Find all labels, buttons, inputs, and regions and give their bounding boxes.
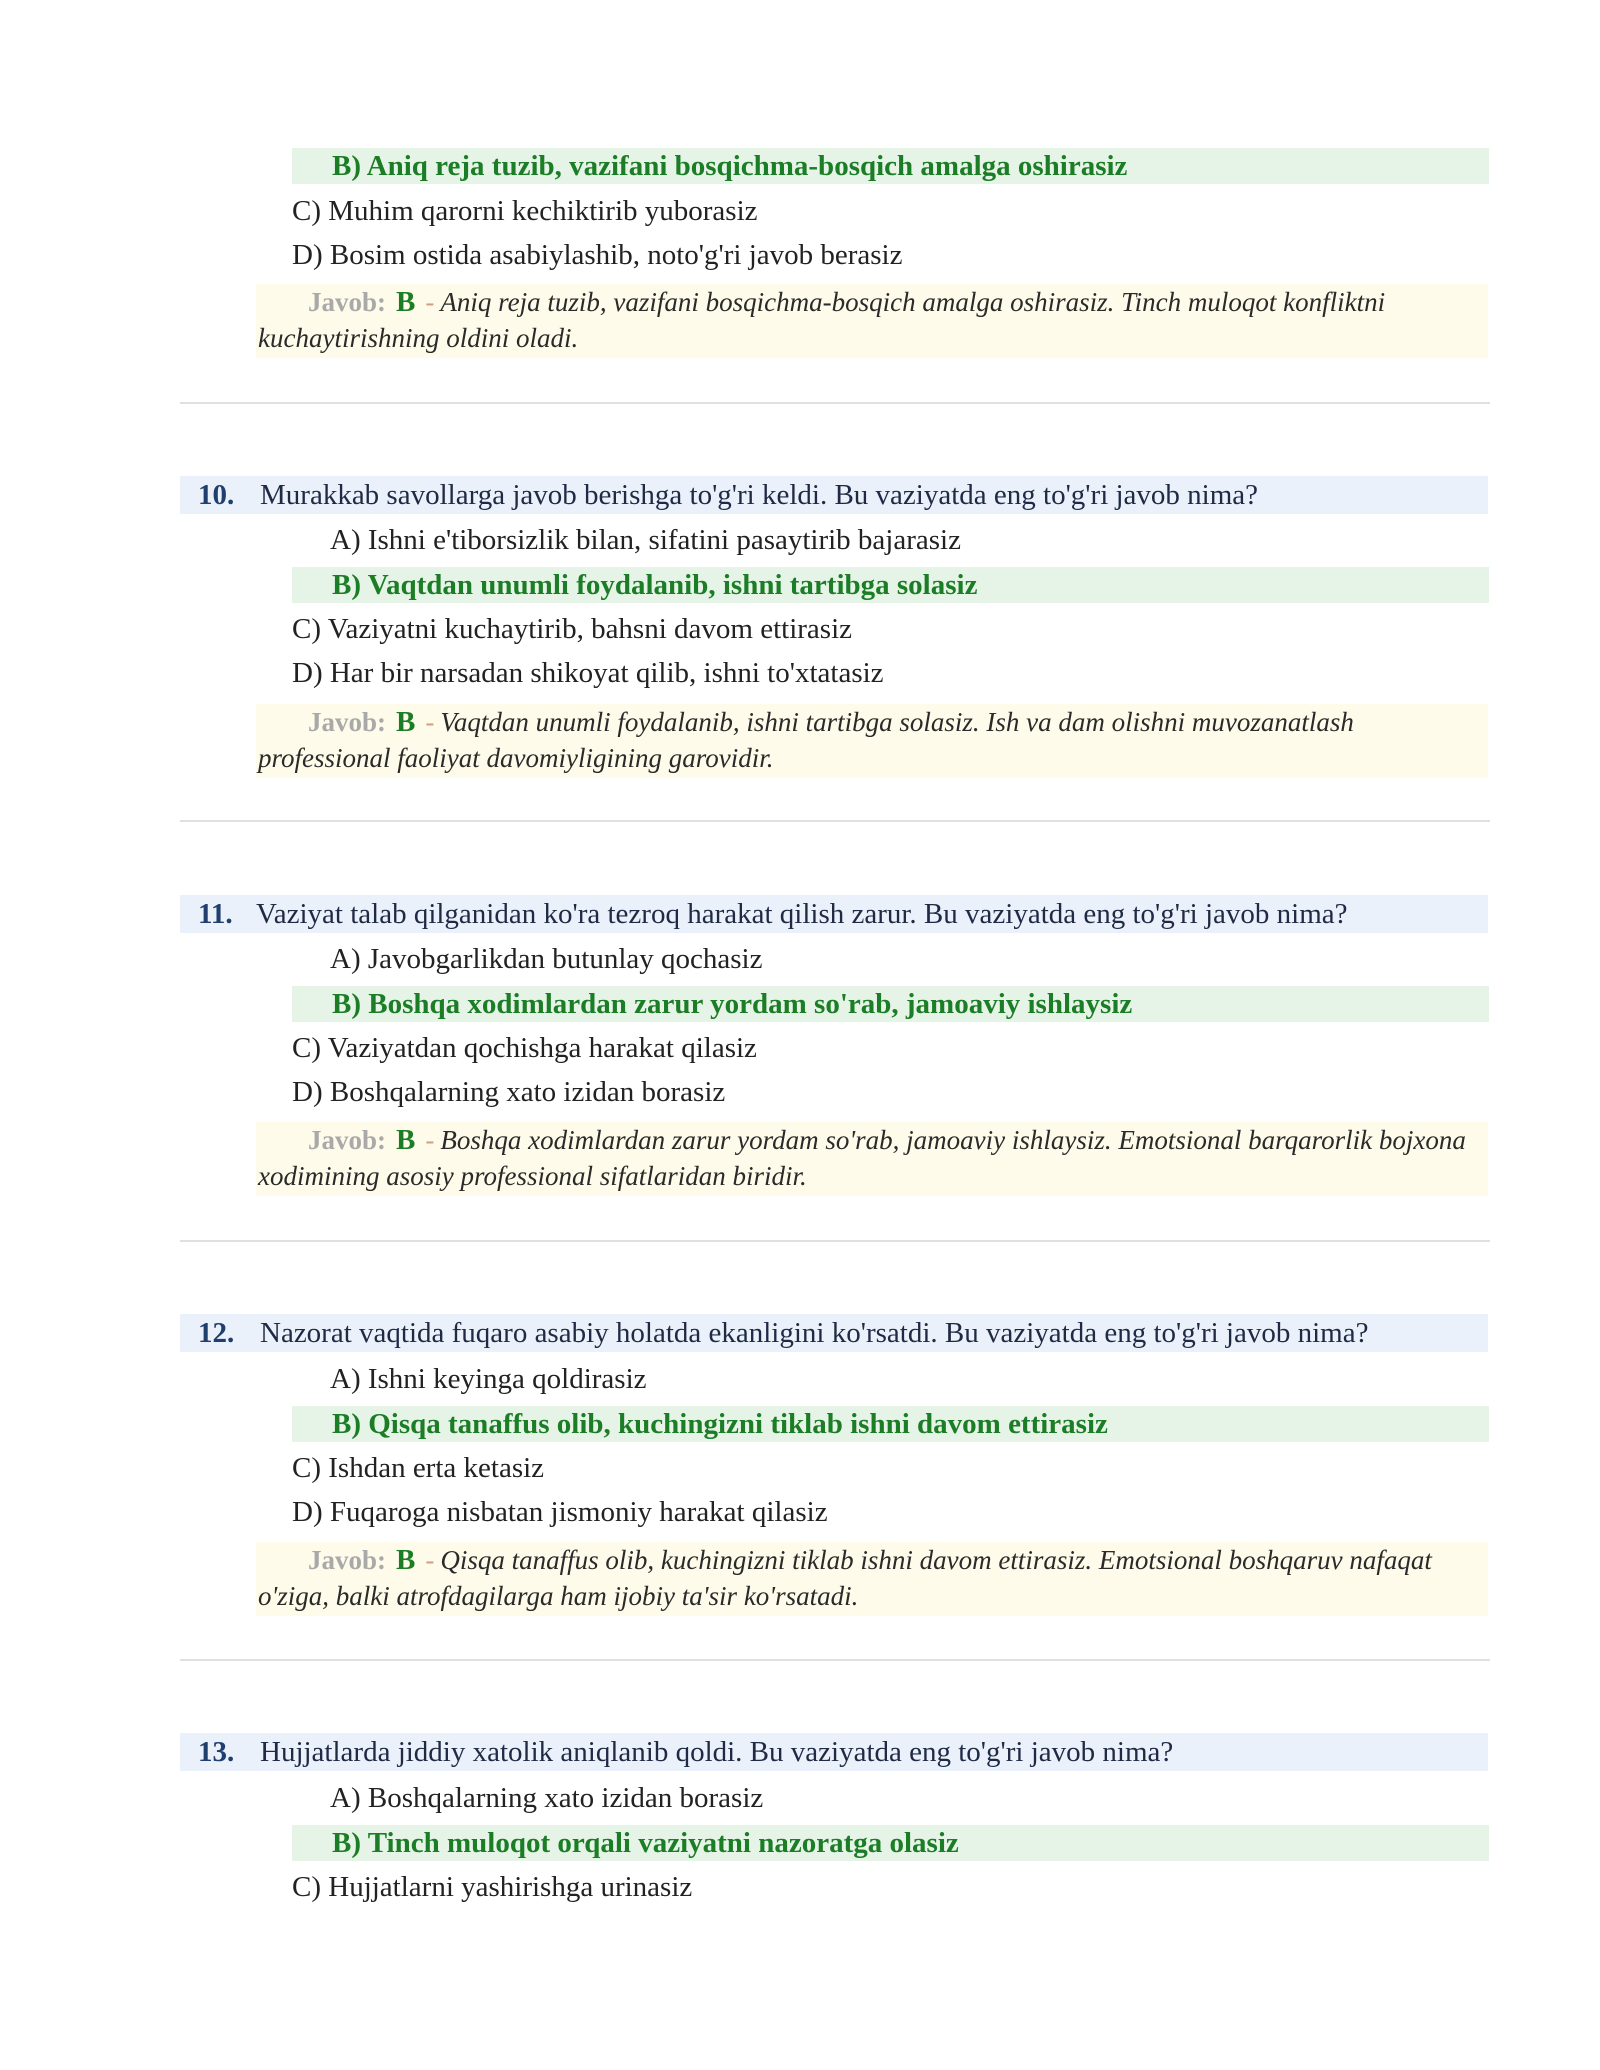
answer-explanation: Boshqa xodimlardan zarur yordam so'rab, jamoaviy ishlaysiz. Emotsional barqarorlik bojxona xodimining asosiy professional sifatlaridan biridir. [258,1125,1466,1191]
answer-label: Javob: [308,1125,387,1155]
answer-letter: B [396,286,416,318]
answer-dash: - [425,287,435,317]
option-c: C) Hujjatlarni yashirishga urinasiz [292,1871,693,1903]
question-12 [180,1314,1488,1352]
question-number: 12. [198,1317,235,1349]
answer-dash: - [425,1545,435,1575]
answer-explanation: Aniq reja tuzib, vazifani bosqichma-bosqich amalga oshirasiz. Tinch muloqot konfliktni kuchaytirishning oldini oladi. [258,287,1386,353]
answer-label: Javob: [308,287,387,317]
answer-box [256,704,1488,778]
answer-explanation: Qisqa tanaffus olib, kuchingizni tiklab ishni davom ettirasiz. Emotsional boshqaruv nafaqat o'ziga, balki atrofdagilarga ham ijobiy ta'sir ko'rsatadi. [258,1545,1432,1611]
answer-box [256,1542,1488,1616]
question-number: 13. [198,1736,235,1768]
correct-option: B) Boshqa xodimlardan zarur yordam so'rab, jamoaviy ishlaysiz [292,986,1489,1022]
option-a: A) Javobgarlikdan butunlay qochasiz [330,943,763,975]
option-a: A) Boshqalarning xato izidan borasiz [330,1782,764,1814]
answer-explanation: Vaqtdan unumli foydalanib, ishni tartibga solasiz. Ish va dam olishni muvozanatlash professional faoliyat davomiyligining garovidir. [258,707,1354,773]
correct-option: B) Qisqa tanaffus olib, kuchingizni tiklab ishni davom ettirasiz [292,1406,1489,1442]
option-c: C) Muhim qarorni kechiktirib yuborasiz [292,195,758,227]
answer-box [256,1122,1488,1196]
option-d: D) Bosim ostida asabiylashib, noto'g'ri javob berasiz [292,239,903,271]
option-c: C) Vaziyatni kuchaytirib, bahsni davom ettirasiz [292,613,852,645]
question-number: 10. [198,479,235,511]
correct-option: B) Aniq reja tuzib, vazifani bosqichma-bosqich amalga oshirasiz [292,148,1489,184]
answer-label: Javob: [308,1545,387,1575]
question-number: 11. [198,898,233,930]
divider [180,1659,1490,1661]
question-text: Vaziyat talab qilganidan ko'ra tezroq harakat qilish zarur. Bu vaziyatda eng to'g'ri javob nima? [256,898,1348,930]
question-10 [180,476,1488,514]
question-13 [180,1733,1488,1771]
answer-box [256,284,1488,358]
correct-option: B) Vaqtdan unumli foydalanib, ishni tartibga solasiz [292,567,1489,603]
answer-letter: B [396,706,416,738]
correct-option: B) Tinch muloqot orqali vaziyatni nazoratga olasiz [292,1825,1489,1861]
question-text: Nazorat vaqtida fuqaro asabiy holatda ekanligini ko'rsatdi. Bu vaziyatda eng to'g'ri javob nima? [260,1317,1369,1349]
option-a: A) Ishni keyinga qoldirasiz [330,1363,647,1395]
option-c: C) Vaziyatdan qochishga harakat qilasiz [292,1032,757,1064]
divider [180,820,1490,822]
answer-dash: - [425,1125,435,1155]
answer-label: Javob: [308,707,387,737]
divider [180,402,1490,404]
answer-dash: - [425,707,435,737]
option-d: D) Fuqaroga nisbatan jismoniy harakat qilasiz [292,1496,828,1528]
divider [180,1240,1490,1242]
question-11 [180,895,1488,933]
answer-letter: B [396,1124,416,1156]
question-text: Murakkab savollarga javob berishga to'g'ri keldi. Bu vaziyatda eng to'g'ri javob nima? [260,479,1259,511]
option-d: D) Boshqalarning xato izidan borasiz [292,1076,726,1108]
answer-letter: B [396,1544,416,1576]
option-a: A) Ishni e'tiborsizlik bilan, sifatini pasaytirib bajarasiz [330,524,961,556]
option-d: D) Har bir narsadan shikoyat qilib, ishni to'xtatasiz [292,657,884,689]
question-text: Hujjatlarda jiddiy xatolik aniqlanib qoldi. Bu vaziyatda eng to'g'ri javob nima? [260,1736,1174,1768]
option-c: C) Ishdan erta ketasiz [292,1452,545,1484]
